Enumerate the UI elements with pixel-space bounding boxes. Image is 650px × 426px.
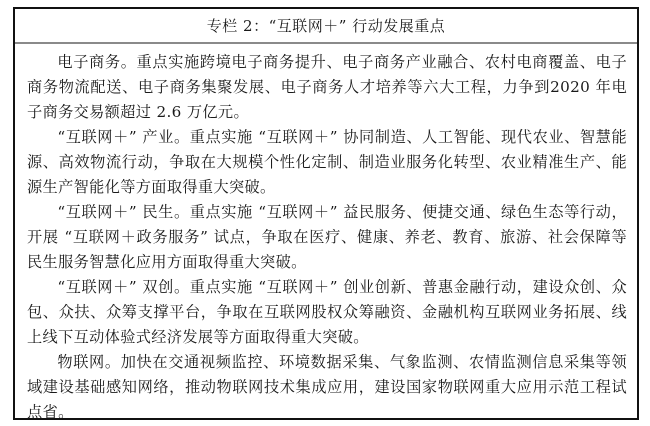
paragraph-ecommerce: 电子商务。重点实施跨境电子商务提升、电子商务产业融合、农村电商覆盖、电子商务物流配送、电子商务集聚发展、电子商务人才培养等六大工程，力争到2020 年电子商务交易额超过 2.6 万亿元。 [27,53,627,121]
paragraph-internet-plus-industry: “互联网＋” 产业。重点实施 “互联网＋” 协同制造、人工智能、现代农业、智慧能源、高效物流行动，争取在大规模个性化定制、制造业服务化转型、农业精准生产、能源生产智能化等方面取得重大突破。 [27,128,627,196]
paragraph-internet-plus-livelihood: “互联网＋” 民生。重点实施 “互联网＋” 益民服务、便捷交通、绿色生态等行动，开展 “互联网＋政务服务” 试点，争取在医疗、健康、养老、教育、旅游、社会保障等民生服务智慧化应用方面取得重大突破。 [27,203,627,271]
box-title: 专栏 2：“互联网＋” 行动发展重点 [206,17,446,35]
box-header [15,9,637,44]
paragraph-internet-plus-innovation: “互联网＋” 双创。重点实施 “互联网＋” 创业创新、普惠金融行动，建设众创、众包、众扶、众筹支撑平台，争取在互联网股权众筹融资、金融机构互联网业务拓展、线上线下互动体验式经济发展等方面取得重大突破。 [27,278,627,346]
box-body [15,44,637,425]
sidebar-box [13,7,639,420]
paragraph-internet-of-things: 物联网。加快在交通视频监控、环境数据采集、气象监测、农情监测信息采集等领域建设基础感知网络，推动物联网技术集成应用，建设国家物联网重大应用示范工程试点省。 [27,353,627,421]
